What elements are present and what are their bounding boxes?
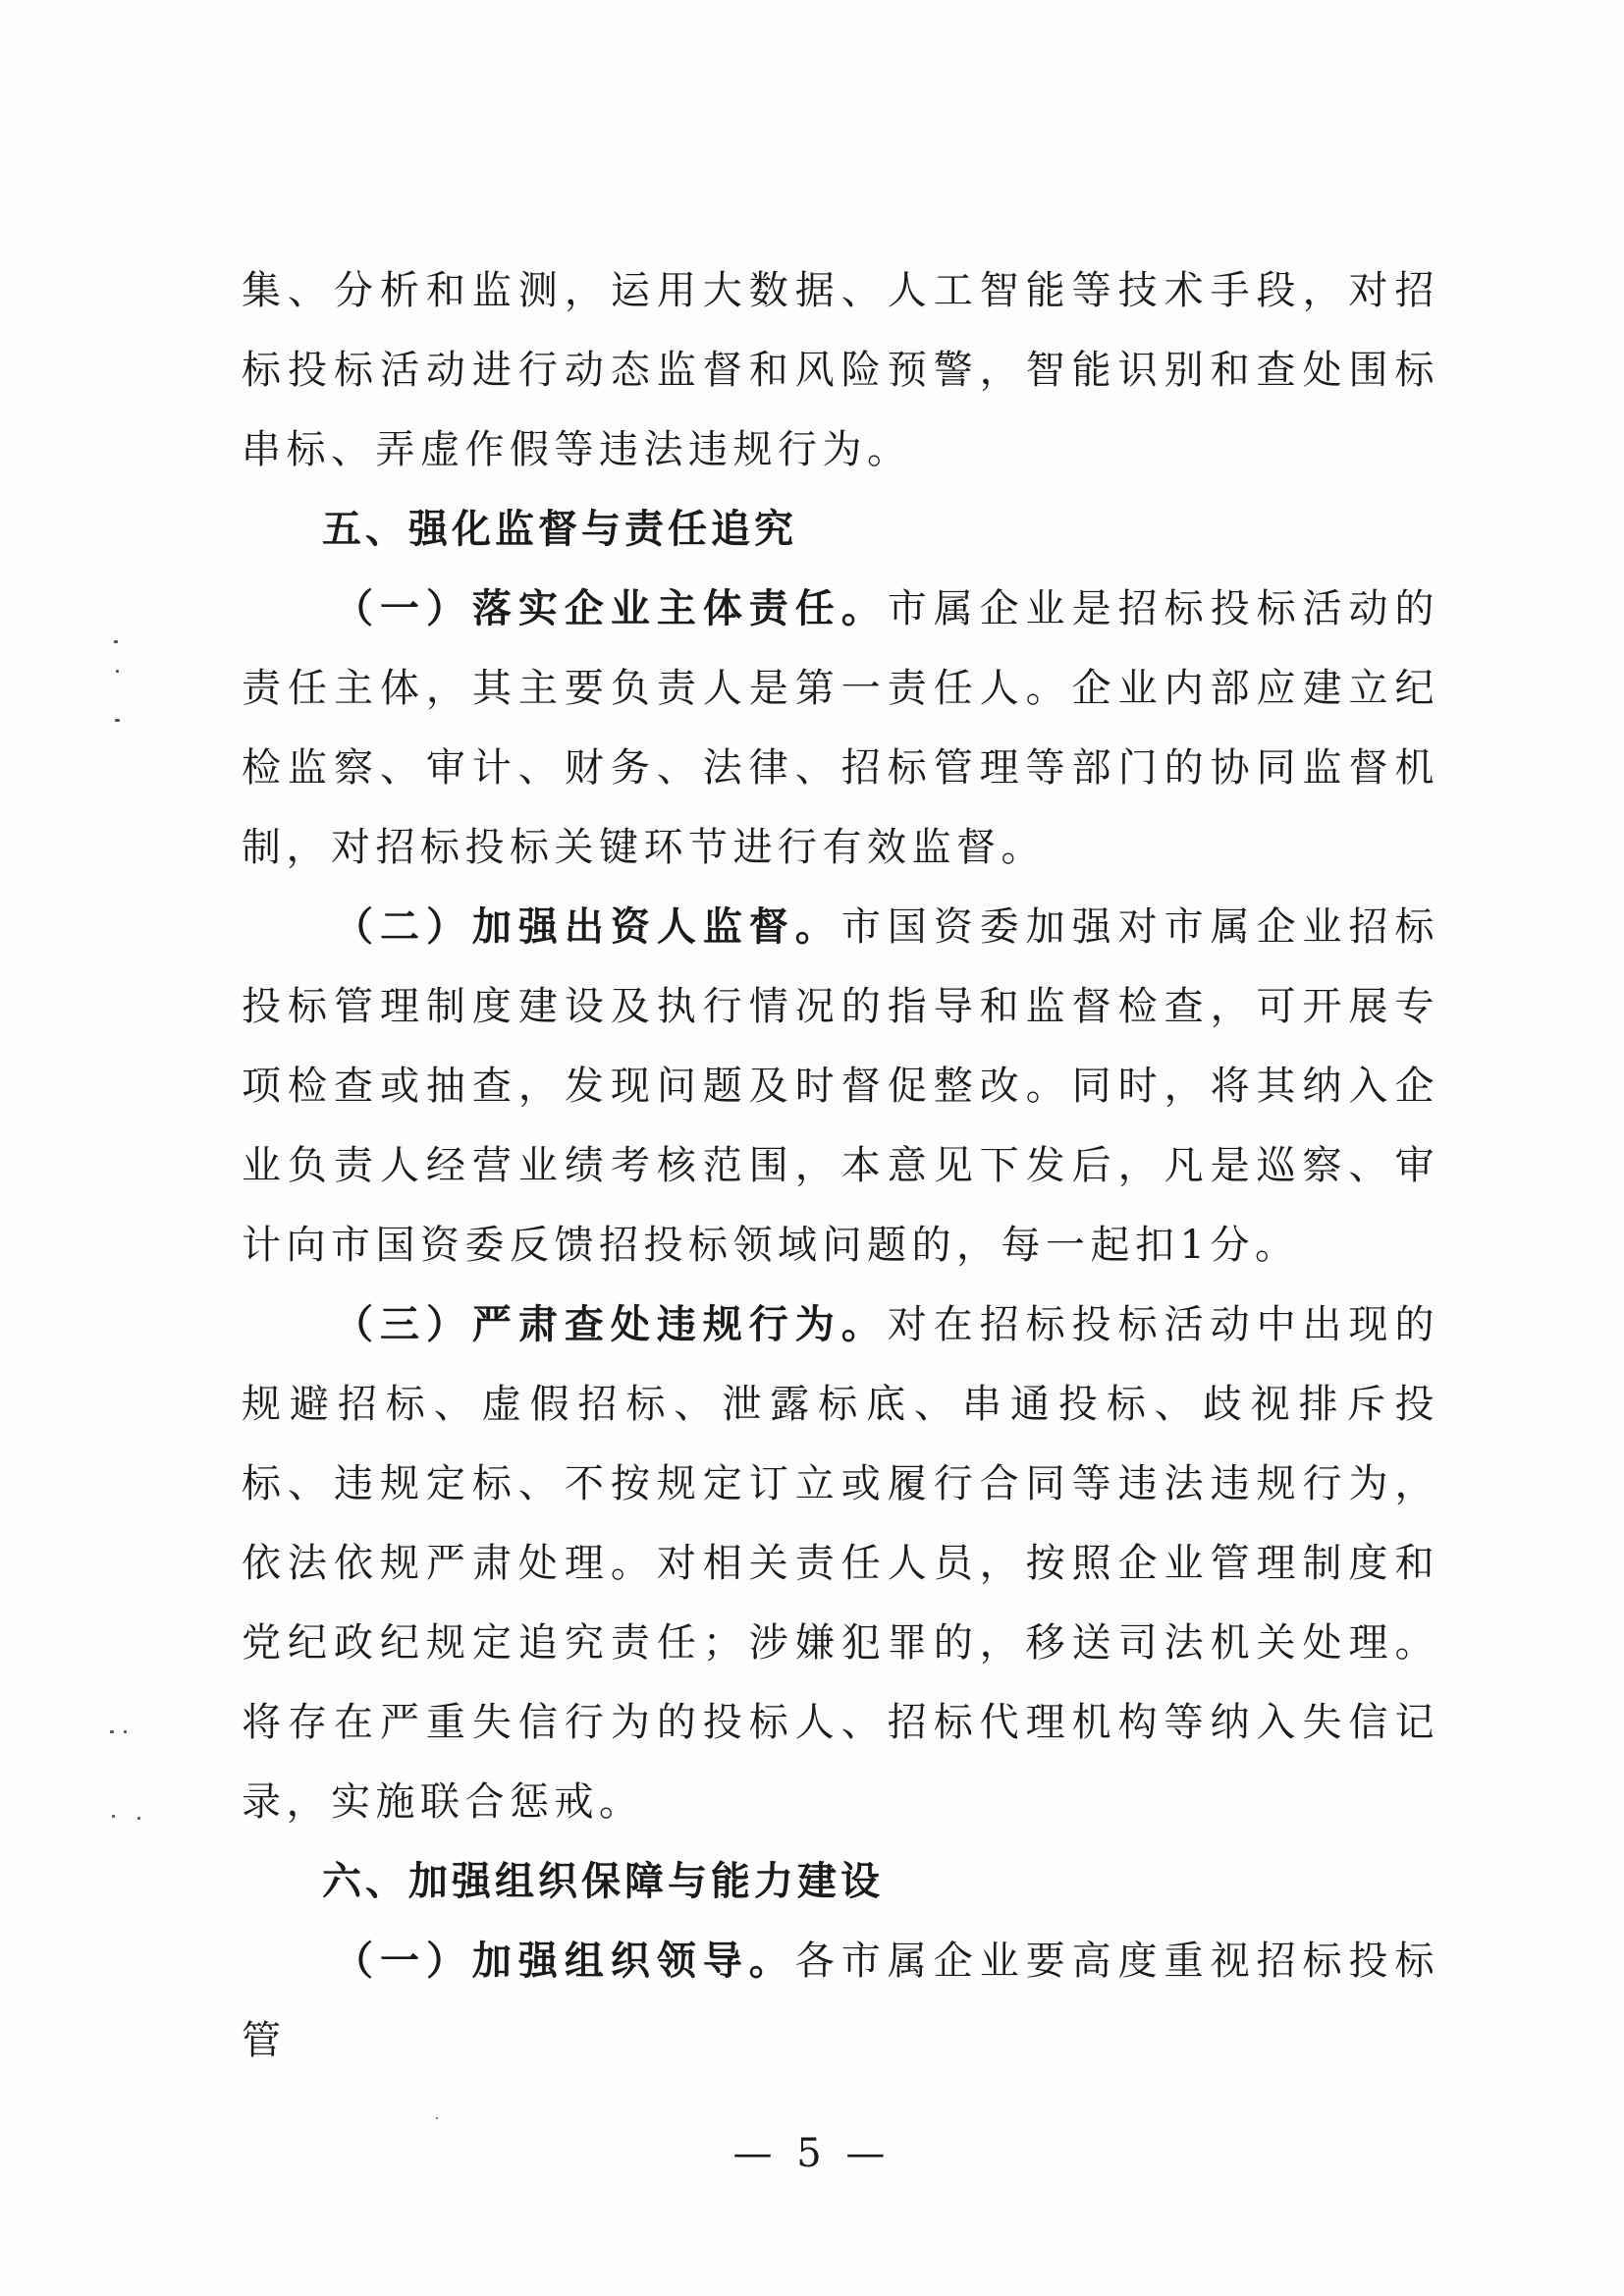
scan-speck	[115, 719, 120, 722]
item-body: 市属企业是招标投标活动的责任主体，其主要负责人是第一责任人。企业内部应建立纪检监察、审计、财务、法律、招标管理等部门的协同监督机制，对招标投标关键环节进行有效监督。	[242, 586, 1440, 870]
section-5-item-1	[242, 570, 1439, 888]
scan-speck	[114, 640, 118, 643]
continuation-paragraph: 集、分析和监测，运用大数据、人工智能等技术手段，对招标投标活动进行动态监督和风险预警，智能识别和查处围标串标、弄虚作假等违法违规行为。	[242, 268, 1439, 472]
page-number: — 5 —	[732, 2131, 892, 2176]
item-body: 各市属企业要高度重视招标投标管	[242, 1939, 1440, 2063]
section-5-item-3	[242, 1285, 1439, 1842]
item-lead: （一）落实企业主体责任。	[334, 586, 888, 631]
document-body	[242, 251, 1439, 2081]
section-5-item-2	[242, 888, 1439, 1285]
section-6-item-1	[242, 1922, 1439, 2081]
item-lead: （三）严肃查处违规行为。	[334, 1302, 888, 1347]
item-lead: （二）加强出资人监督。	[334, 904, 841, 950]
scan-speck	[110, 1730, 114, 1733]
scan-speck	[436, 2117, 438, 2119]
scan-speck	[116, 670, 119, 673]
item-body: 对在招标投标活动中出现的规避招标、虚假招标、泄露标底、串通投标、歧视排斥投标、违规定标、不按规定订立或履行合同等违法违规行为，依法依规严肃处理。对相关责任人员，按照企业管理制度和党纪政纪规定追究责任；涉嫌犯罪的，移送司法机关处理。将存在严重失信行为的投标人、招标代理机构等纳入失信记录，实施联合惩戒。	[242, 1302, 1440, 1825]
section-6-heading: 六、加强组织保障与能力建设	[322, 1859, 884, 1904]
scan-speck	[124, 1730, 127, 1733]
item-lead: （一）加强组织领导。	[334, 1939, 795, 1984]
scan-speck	[137, 1817, 140, 1820]
scan-speck	[112, 1815, 115, 1818]
section-5-heading: 五、强化监督与责任追究	[322, 507, 797, 552]
item-body: 市国资委加强对市属企业招标投标管理制度建设及执行情况的指导和监督检查，可开展专项检查或抽查，发现问题及时督促整改。同时，将其纳入企业负责人经营业绩考核范围，本意见下发后，凡是巡察、审计向市国资委反馈招投标领域问题的，每一起扣1分。	[242, 904, 1440, 1268]
